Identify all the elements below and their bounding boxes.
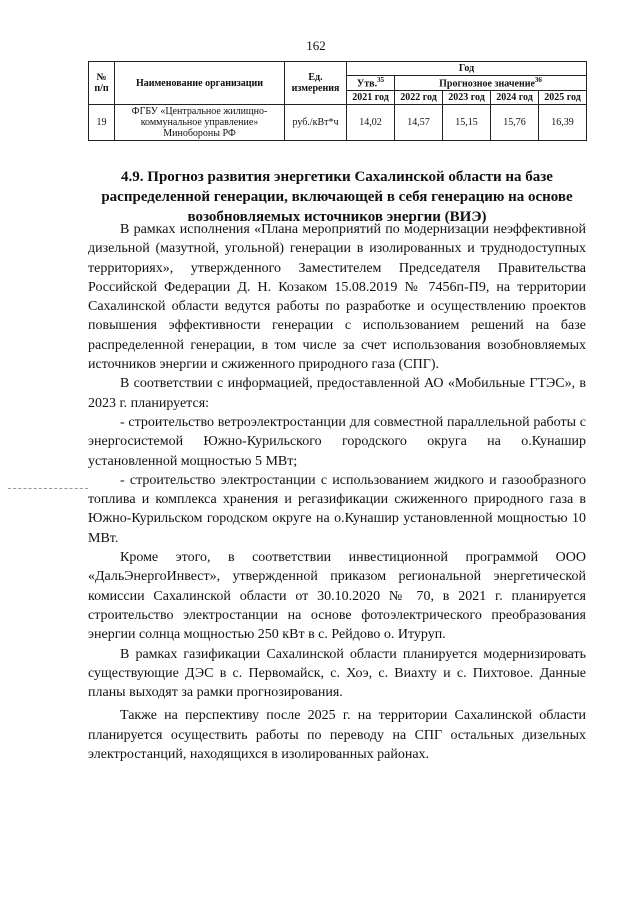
scan-mark	[8, 488, 88, 489]
page-number: 162	[306, 38, 326, 53]
paragraph: В рамках исполнения «Плана мероприятий по модернизации неэффективной дизельной (мазутной, угольной) генерации в изолированных и труднодоступных территориях», утвержденного Заместителем Председателя Правительства Российской Федерации Д. Н. Козаком 15.08.2019 № 7456п-П9, на территории Сахалинской области ведутся работы по разработке и осуществлению проектов повышения эффективности генерации с использованием решений на базе распределенной генерации, в том числе за счет использования возобновляемых источников энергии и сжиженного природного газа (СПГ).	[88, 222, 586, 373]
list-item: - строительство ветроэлектростанции для совместной параллельной работы с энергосистемой Южно-Курильского городского округа на о.Кунашир установленной мощностью 5 МВт;	[88, 414, 586, 469]
header-year: 2024 год	[491, 91, 539, 105]
cell-value: 15,76	[491, 105, 539, 141]
paragraph: Также на перспективу после 2025 г. на территории Сахалинской области планируется осуществить работы по переводу на СПГ остальных дизельных электростанций, находящихся в изолированных районах.	[88, 708, 586, 763]
header-year: 2025 год	[539, 91, 587, 105]
section-title: 4.9. Прогноз развития энергетики Сахалинской области на базе распределенной генерации, включающей в себя генерацию на основе возобновляемых источников энергии (ВИЭ)	[101, 169, 573, 225]
body-text	[88, 220, 586, 764]
header-forecast: Прогнозное значение$^{36}$	[395, 76, 587, 91]
header-unit: Ед. измерения	[285, 62, 347, 105]
paragraph: В соответствии с информацией, предоставленной АО «Мобильные ГТЭС», в 2023 г. планируется:	[88, 376, 586, 411]
tariff-table	[88, 61, 587, 141]
header-actual: Утв.$^{35}$	[347, 76, 395, 91]
cell-org: ФГБУ «Центральное жилищно-коммунальное управление» Минобороны РФ	[115, 105, 285, 141]
table-row	[89, 105, 587, 141]
cell-value: 15,15	[443, 105, 491, 141]
header-year-group: Год	[347, 62, 587, 76]
header-year: 2023 год	[443, 91, 491, 105]
header-year: 2021 год	[347, 91, 395, 105]
list-item: - строительство электростанции с использованием жидкого и газообразного топлива и комплекса хранения и регазификации сжиженного природного газа в Южно-Курильском городском округе на о.Кунашир установленной мощностью 10 МВт.	[88, 472, 586, 546]
paragraph: Кроме этого, в соответствии инвестиционной программой ООО «ДальЭнергоИнвест», утвержденной приказом региональной энергетической комиссии Сахалинской области от 30.10.2020 № 70, в 2021 г. планируется строительство электростанции на основе фотоэлектрического преобразования энергии солнца мощностью 250 кВт в с. Рейдово о. Итуруп.	[88, 550, 586, 643]
header-org: Наименование организации	[115, 62, 285, 105]
header-year: 2022 год	[395, 91, 443, 105]
cell-value: 16,39	[539, 105, 587, 141]
cell-value: 14,02	[347, 105, 395, 141]
cell-num: 19	[89, 105, 115, 141]
paragraph: В рамках газификации Сахалинской области планируется модернизировать существующие ДЭС в с. Первомайск, с. Хоэ, с. Виахту и с. Пихтовое. Данные планы выходят за рамки прогнозирования.	[88, 646, 586, 701]
header-num: № п/п	[89, 62, 115, 105]
cell-value: 14,57	[395, 105, 443, 141]
cell-unit: руб./кВт*ч	[285, 105, 347, 141]
